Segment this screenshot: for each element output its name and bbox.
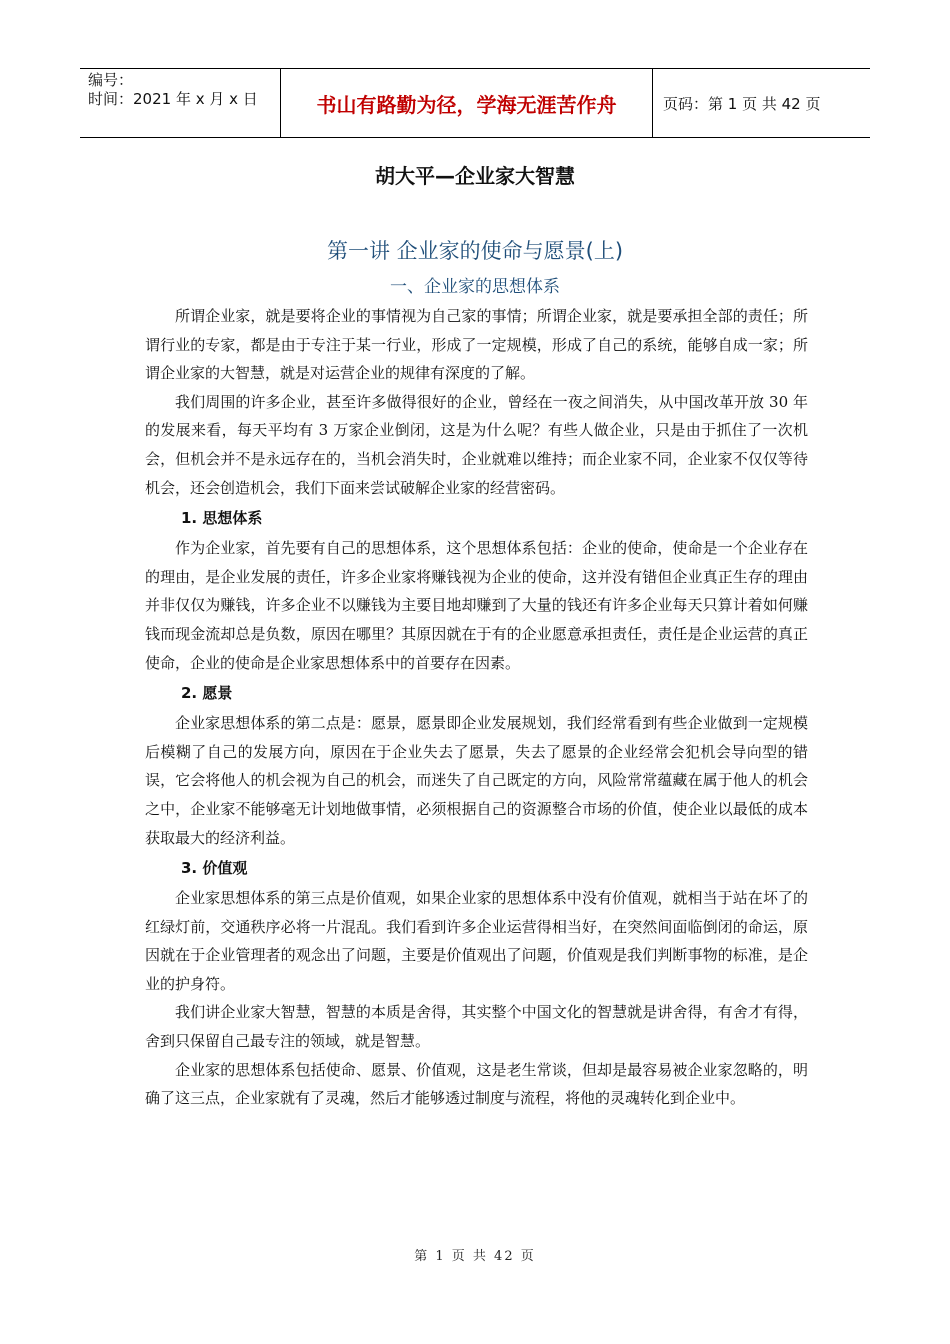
document-title: 胡大平—企业家大智慧 [375,164,575,188]
paragraph: 所谓企业家，就是要将企业的事情视为自己家的事情；所谓企业家，就是要承担全部的责任；所谓行业的专家，都是由于专注于某一行业，形成了一定规模，形成了自己的系统，能够自成一家；所谓企业家的大智慧，就是对运营企业的规律有深度的了解。 [145,307,808,383]
motto: 书山有路勤为径，学海无涯苦作舟 [280,69,653,137]
subheading: 1. 思想体系 [181,509,263,528]
page-footer: 第 1 页 共 42 页 [414,1249,536,1264]
paragraph: 我们讲企业家大智慧，智慧的本质是舍得，其实整个中国文化的智慧就是讲舍得，有舍才有得，舍到只保留自己最专注的领域，就是智慧。 [145,1003,808,1051]
paragraph: 企业家的思想体系包括使命、愿景、价值观，这是老生常谈，但却是最容易被企业家忽略的，明确了这三点，企业家就有了灵魂，然后才能够透过制度与流程，将他的灵魂转化到企业中。 [145,1060,808,1108]
paragraph: 企业家思想体系的第三点是价值观，如果企业家的思想体系中没有价值观，就相当于站在坏了的红绿灯前，交通秩序必将一片混乱。我们看到许多企业运营得相当好，在突然间面临倒闭的命运，原因就在于企业管理者的观念出了问题，主要是价值观出了问题，价值观是我们判断事物的标准，是企业的护身符。 [145,889,808,993]
number-label: 编号： [88,71,134,89]
subheading: 2. 愿景 [181,684,233,703]
page-header [80,68,870,138]
date-label: 时间：2021 年 x 月 x 日 [88,90,258,108]
body-content [145,302,808,1113]
paragraph: 作为企业家，首先要有自己的思想体系，这个思想体系包括：企业的使命，使命是一个企业存在的理由，是企业发展的责任，许多企业家将赚钱视为企业的使命，这并没有错但企业真正生存的理由并非仅仅为赚钱，许多企业不以赚钱为主要目地却赚到了大量的钱还有许多企业每天只算计着如何赚钱而现金流却总是负数，原因在哪里？其原因就在于有的企业愿意承担责任，责任是企业运营的真正使命，企业的使命是企业家思想体系中的首要存在因素。 [145,539,808,672]
page-info: 页码：第 1 页 共 42 页 [663,94,821,113]
paragraph: 企业家思想体系的第二点是：愿景，愿景即企业发展规划，我们经常看到有些企业做到一定规模后模糊了自己的发展方向，原因在于企业失去了愿景，失去了愿景的企业经常会犯机会导向型的错误，它会将他人的机会视为自己的机会，而迷失了自己既定的方向，风险常常蕴藏在属于他人的机会之中，企业家不能够毫无计划地做事情，必须根据自己的资源整合市场的价值，使企业以最低的成本获取最大的经济利益。 [145,714,808,847]
section-title: 一、企业家的思想体系 [390,277,560,297]
lecture-title: 第一讲 企业家的使命与愿景(上) [326,239,624,263]
paragraph: 我们周围的许多企业，甚至许多做得很好的企业，曾经在一夜之间消失，从中国改革开放 30 年的发展来看，每天平均有 3 万家企业倒闭，这是为什么呢？有些人做企业，只是由于抓住了一次机会，但机会并不是永远存在的，当机会消失时，企业就难以维持；而企业家不同，企业家不仅仅等待机会，还会创造机会，我们下面来尝试破解企业家的经营密码。 [145,392,808,497]
header-meta [80,69,280,137]
subheading: 3. 价值观 [181,859,248,878]
